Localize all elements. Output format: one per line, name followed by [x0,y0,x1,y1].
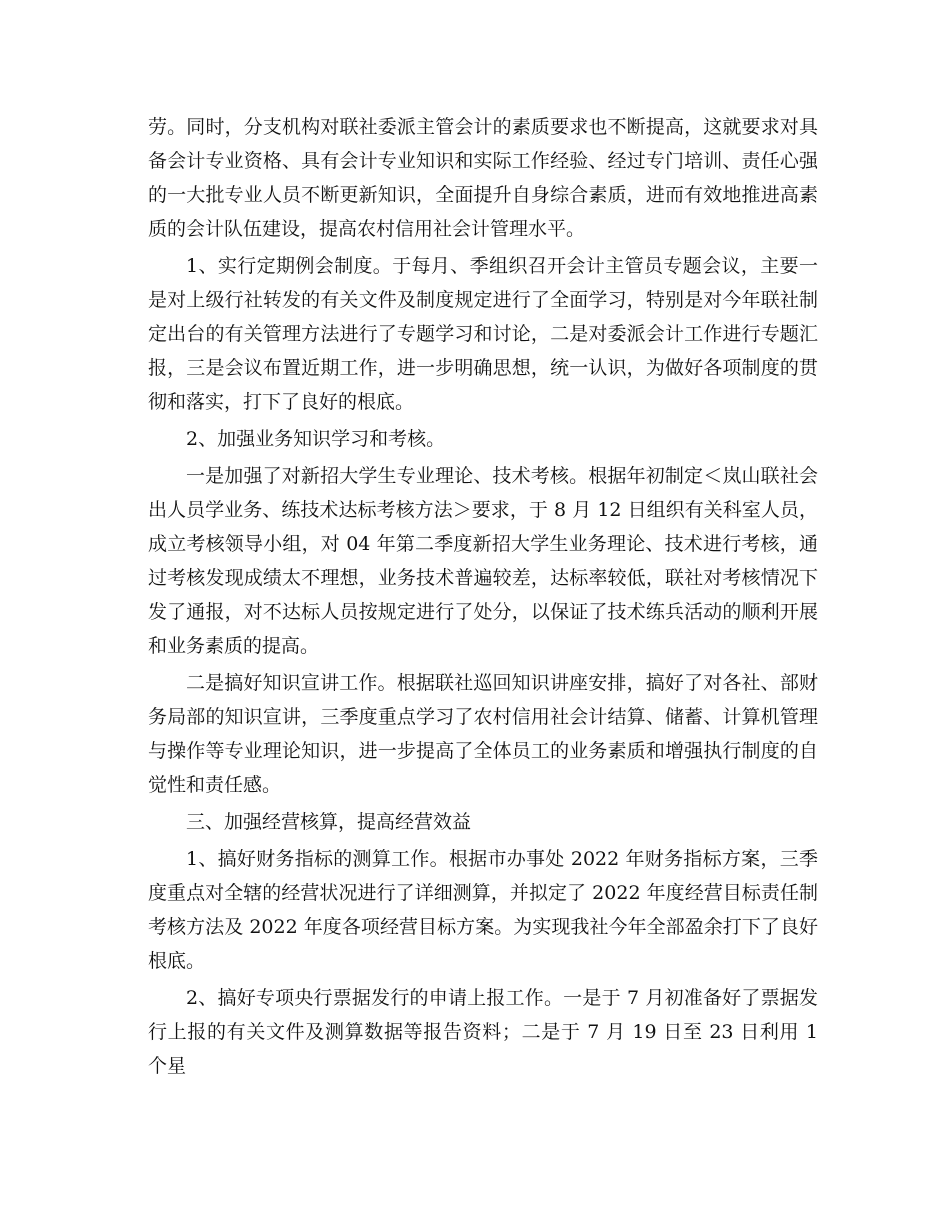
document-body [148,110,818,1086]
paragraph-financial-indicators: 1、搞好财务指标的测算工作。根据市办事处 2022 年财务指标方案，三季度重点对全辖的经营状况进行了详细测算，并拟定了 2022 年度经营目标责任制考核方法及 2022 年度各项经营目标方案。为实现我社今年全部盈余打下了良好根底。 [148,848,818,972]
paragraph-section-heading-accounting: 三、加强经营核算，提高经营效益 [186,811,472,833]
paragraph-central-bank-bills: 2、搞好专项央行票据发行的申请上报工作。一是于 7 月初准备好了票据发行上报的有关文件及测算数据等报告资料；二是于 7 月 19 日至 23 日利用 1 个星 [148,987,818,1077]
paragraph-heading-training: 2、加强业务知识学习和考核。 [186,428,446,450]
paragraph-continuation: 劳。同时，分支机构对联社委派主管会计的素质要求也不断提高，这就要求对具备会计专业资格、具有会计专业知识和实际工作经验、经过专门培训、责任心强的一大批专业人员不断更新知识，全面提升自身综合素质，进而有效地推进高素质的会计队伍建设，提高农村信用社会计管理水平。 [148,116,818,240]
paragraph-knowledge-lectures: 二是搞好知识宣讲工作。根据联社巡回知识讲座安排，搞好了对各社、部财务局部的知识宣讲，三季度重点学习了农村信用社会计结算、储蓄、计算机管理与操作等专业理论知识，进一步提高了全体员工的业务素质和增强执行制度的自觉性和责任感。 [148,672,818,796]
paragraph-graduate-assessment: 一是加强了对新招大学生专业理论、技术考核。根据年初制定＜岚山联社会出人员学业务、练技术达标考核方法＞要求，于 8 月 12 日组织有关科室人员，成立考核领导小组，对 04 年第二季度新招大学生业务理论、技术进行考核，通过考核发现成绩太不理想，业务技术普遍较差，达标率较低，联社对考核情况下发了通报，对不达标人员按规定进行了处分，以保证了技术练兵活动的顺利开展和业务素质的提高。 [148,465,818,657]
paragraph-regular-meetings: 1、实行定期例会制度。于每月、季组织召开会计主管员专题会议，主要一是对上级行社转发的有关文件及制度规定进行了全面学习，特别是对今年联社制定出台的有关管理方法进行了专题学习和讨论，二是对委派会计工作进行专题汇报，三是会议布置近期工作，进一步明确思想，统一认识，为做好各项制度的贯彻和落实，打下了良好的根底。 [148,255,818,413]
